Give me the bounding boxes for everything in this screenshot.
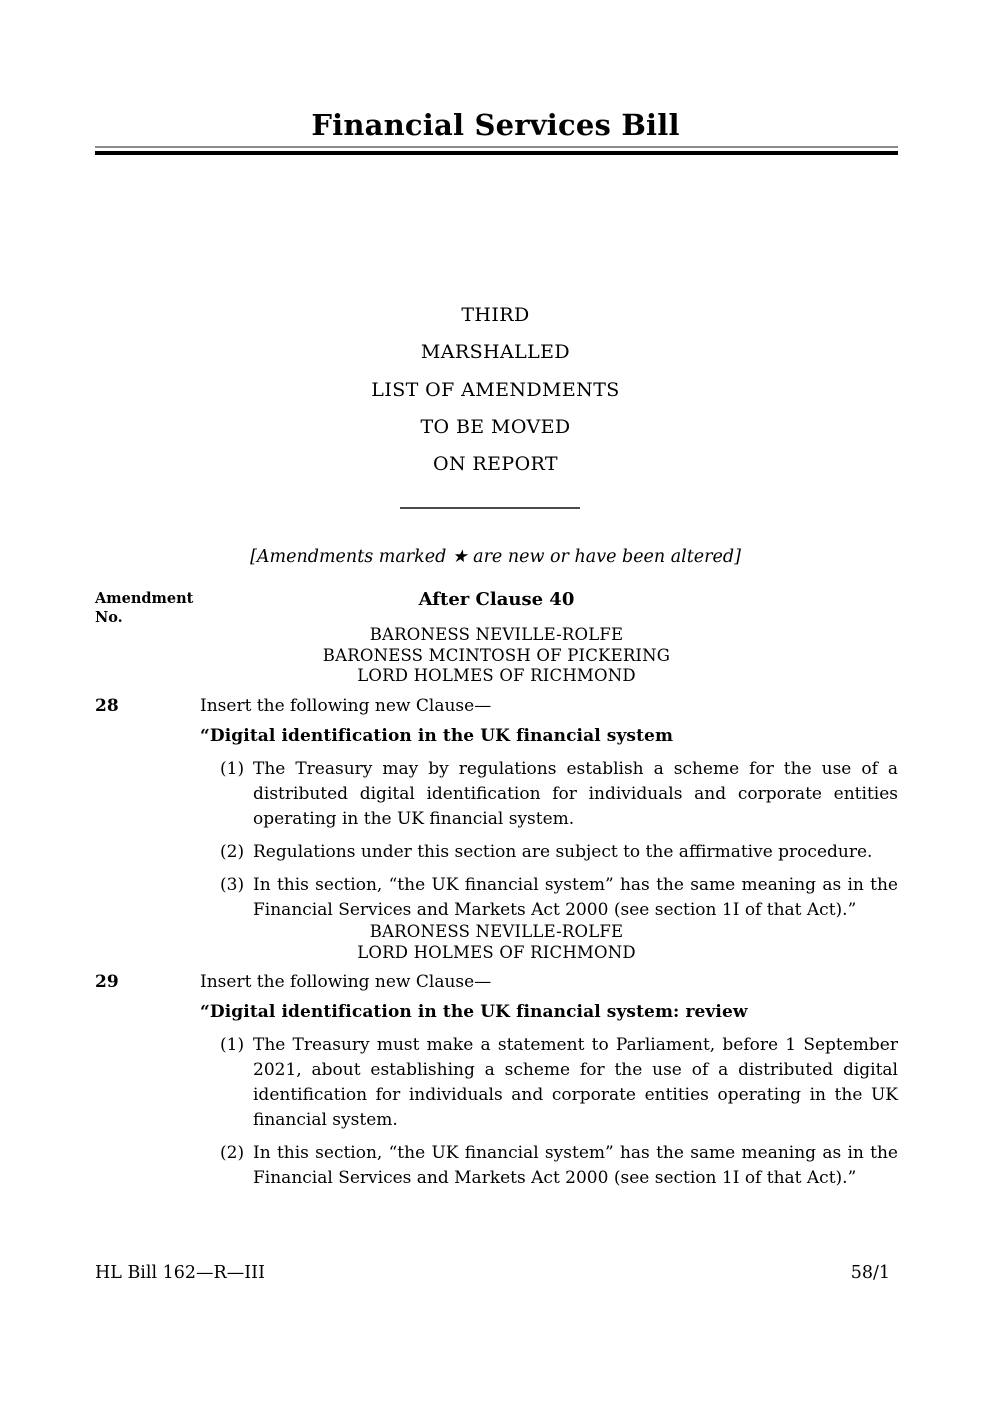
cover-heading: [0, 297, 991, 483]
footer-bill-number: HL Bill 162—R—III: [95, 1263, 265, 1283]
subsection: [200, 1033, 898, 1133]
sponsor-name: LORD HOLMES OF RICHMOND: [357, 666, 636, 686]
subsection: [200, 873, 898, 923]
subsection-number: (1): [220, 759, 245, 779]
amendment-instruction: Insert the following new Clause—: [200, 696, 492, 716]
subsection-text: Regulations under this section are subject to the affirmative procedure.: [253, 842, 873, 862]
amendment-29: [95, 970, 898, 1191]
title-rule-thin: [95, 146, 898, 148]
subsection-text: The Treasury may by regulations establish a scheme for the use of a distributed digital identification for individuals and corporate entities operating in the UK financial system.: [253, 759, 898, 829]
amendment-body: [200, 694, 898, 923]
sponsor-list: [95, 625, 898, 687]
cover-line: MARSHALLED: [420, 341, 571, 364]
subsection: [200, 840, 898, 865]
subsection-text: The Treasury must make a statement to Parliament, before 1 September 2021, about establishing a scheme for the use of a distributed digital identification for individuals and corporate entities operating in the UK financial system.: [253, 1035, 898, 1130]
amendment-instruction: Insert the following new Clause—: [200, 972, 492, 992]
sponsor-name: BARONESS MCINTOSH OF PICKERING: [322, 645, 671, 665]
subsection-number: (2): [220, 842, 245, 862]
sponsor-list: [95, 922, 898, 963]
subsection-number: (2): [220, 1143, 245, 1163]
sponsor-name: BARONESS NEVILLE-ROLFE: [369, 922, 624, 941]
clause-title: “Digital identification in the UK financial system: [200, 726, 674, 746]
amendment-no-label-line2: No.: [95, 609, 123, 626]
footer-page-number: 58/1: [850, 1263, 890, 1283]
cover-line: THIRD: [461, 304, 530, 326]
amendment-number: 29: [95, 972, 119, 992]
subsection-text: In this section, “the UK financial system” has the same meaning as in the Financial Services and Markets Act 2000 (see section 1I of that Act).”: [253, 875, 898, 920]
cover-line: LIST OF AMENDMENTS: [371, 378, 620, 401]
cover-line: ON REPORT: [432, 453, 559, 476]
sponsor-name: LORD HOLMES OF RICHMOND: [357, 942, 636, 962]
amendment-no-label-line1: Amendment: [95, 590, 194, 607]
subsection-text: In this section, “the UK financial system” has the same meaning as in the Financial Services and Markets Act 2000 (see section 1I of that Act).”: [253, 1143, 898, 1188]
cover-divider-rule: [400, 507, 580, 509]
subsection-number: (3): [220, 875, 245, 895]
amendment-28: [95, 694, 898, 923]
amendment-number: 28: [95, 696, 119, 716]
marked-note: [Amendments marked ★ are new or have been altered]: [250, 547, 741, 567]
subsection: [200, 757, 898, 832]
subsection: [200, 1141, 898, 1191]
cover-line: TO BE MOVED: [420, 415, 571, 438]
subsection-number: (1): [220, 1035, 245, 1055]
page-title: Financial Services Bill: [311, 108, 680, 142]
title-rule-thick: [95, 151, 898, 155]
sponsor-name: BARONESS NEVILLE-ROLFE: [369, 625, 624, 644]
clause-title: “Digital identification in the UK financial system: review: [200, 1002, 748, 1022]
amendment-body: [200, 970, 898, 1191]
crossheading-after-clause-40: After Clause 40: [418, 589, 575, 610]
